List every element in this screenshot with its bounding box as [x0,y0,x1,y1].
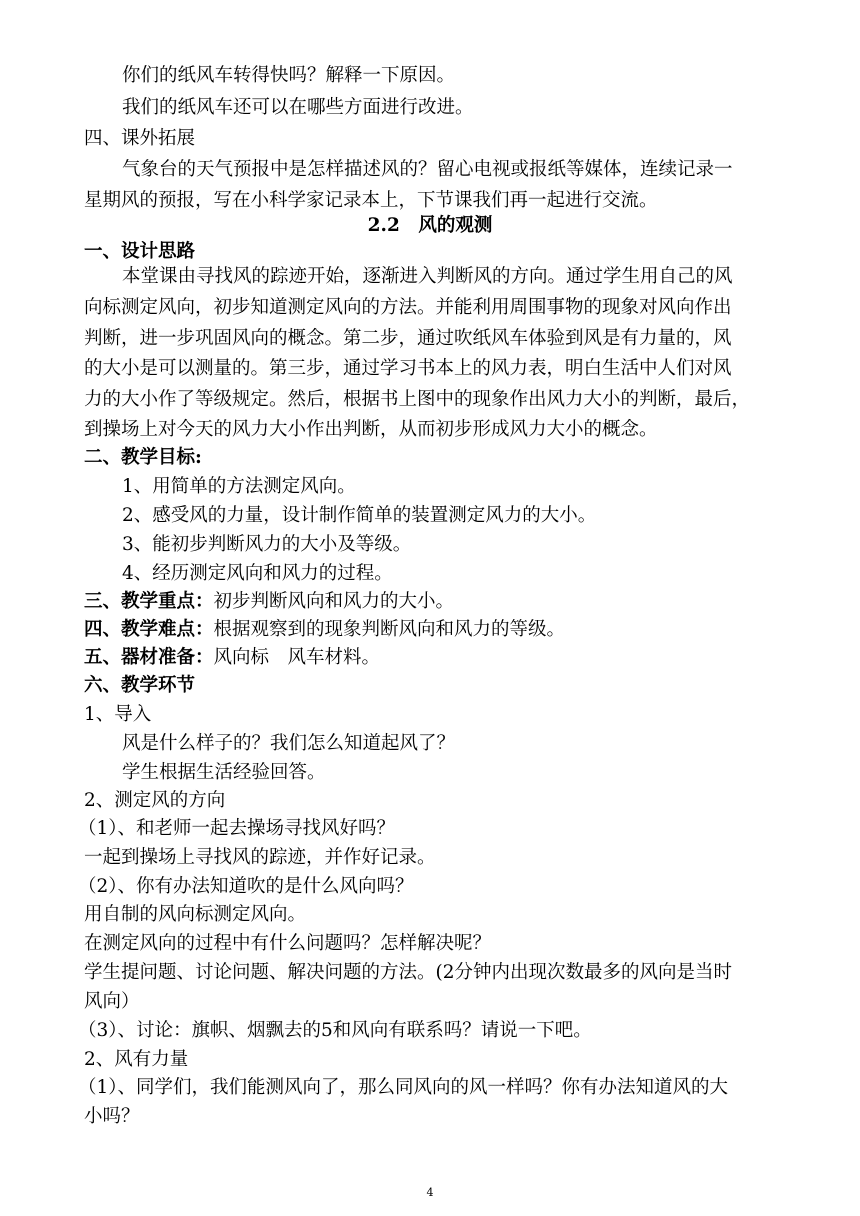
section-heading: 五、器材准备： [84,647,214,668]
text-line: 用自制的风向标测定风向。 [84,904,307,925]
text-line: 学生提问题、讨论问题、解决问题的方法。(2分钟内出现次数最多的风向是当时 [84,962,732,983]
text-line: 的大小是可以测量的。第三步，通过学习书本上的风力表，明白生活中人们对风 [84,358,732,379]
text-line: 判断，进一步巩固风向的概念。第二步，通过吹纸风车体验到风是有力量的，风 [84,328,732,349]
list-item: 4、经历测定风向和风力的过程。 [122,563,393,584]
list-item: 1、用简单的方法测定风向。 [122,476,356,497]
section-heading: 四、教学难点： [84,619,214,640]
text-line: 我们的纸风车还可以在哪些方面进行改进。 [122,97,474,118]
text-line: 根据观察到的现象判断风向和风力的等级。 [213,619,566,640]
text-line: 星期风的预报，写在小科学家记录本上，下节课我们再一起进行交流。 [84,190,658,211]
labeled-line [84,590,454,614]
text-line: 到操场上对今天的风力大小作出判断，从而初步形成风力大小的概念。 [84,419,658,440]
subsection-heading: 2、测定风的方向 [84,790,226,811]
subsection-heading: 1、导入 [84,704,152,725]
labeled-line [84,646,380,670]
subsection-heading: 2、风有力量 [84,1049,189,1070]
text-line: （2）、你有办法知道吹的是什么风向吗？ [78,876,414,897]
section-heading: 二、教学目标: [84,447,202,468]
text-line: 气象台的天气预报中是怎样描述风的？留心电视或报纸等媒体，连续记录一 [122,159,733,180]
text-line: 向标测定风向，初步知道测定风向的方法。并能利用周围事物的现象对风向作出 [84,297,732,318]
text-line: 在测定风向的过程中有什么问题吗？怎样解决呢？ [84,933,492,954]
section-heading: 四、课外拓展 [84,128,196,149]
section-heading: 一、设计思路 [84,241,196,262]
text-line: 小吗？ [84,1106,140,1127]
section-heading: 六、教学环节 [84,675,196,696]
text-line: 力的大小作了等级规定。然后，根据书上图中的现象作出风力大小的判断，最后， [84,389,751,410]
text-line: （1）、同学们，我们能测风向了，那么同风向的风一样吗？你有办法知道风的大 [78,1077,729,1098]
section-heading: 三、教学重点： [84,591,214,612]
text-line: （3）、讨论：旗帜、烟飘去的5和风向有联系吗？请说一下吧。 [78,1020,592,1041]
text-line: 风向） [84,991,140,1012]
list-item: 2、感受风的力量，设计制作简单的装置测定风力的大小。 [122,505,597,526]
text-line: 风向标 风车材料。 [213,647,381,668]
list-item: 3、能初步判断风力的大小及等级。 [122,534,412,555]
labeled-line [84,618,565,642]
text-line: 你们的纸风车转得快吗？解释一下原因。 [122,65,456,86]
text-line: 本堂课由寻找风的踪迹开始，逐渐进入判断风的方向。通过学生用自己的风 [122,266,733,287]
text-line: 风是什么样子的？我们怎么知道起风了？ [122,733,456,754]
page-title: 2.2 风的观测 [367,215,493,236]
text-line: 初步判断风向和风力的大小。 [213,591,455,612]
text-line: 一起到操场上寻找风的踪迹，并作好记录。 [84,847,436,868]
text-line: （1）、和老师一起去操场寻找风好吗？ [78,818,396,839]
page-number: 4 [426,1186,434,1199]
text-line: 学生根据生活经验回答。 [122,762,326,783]
